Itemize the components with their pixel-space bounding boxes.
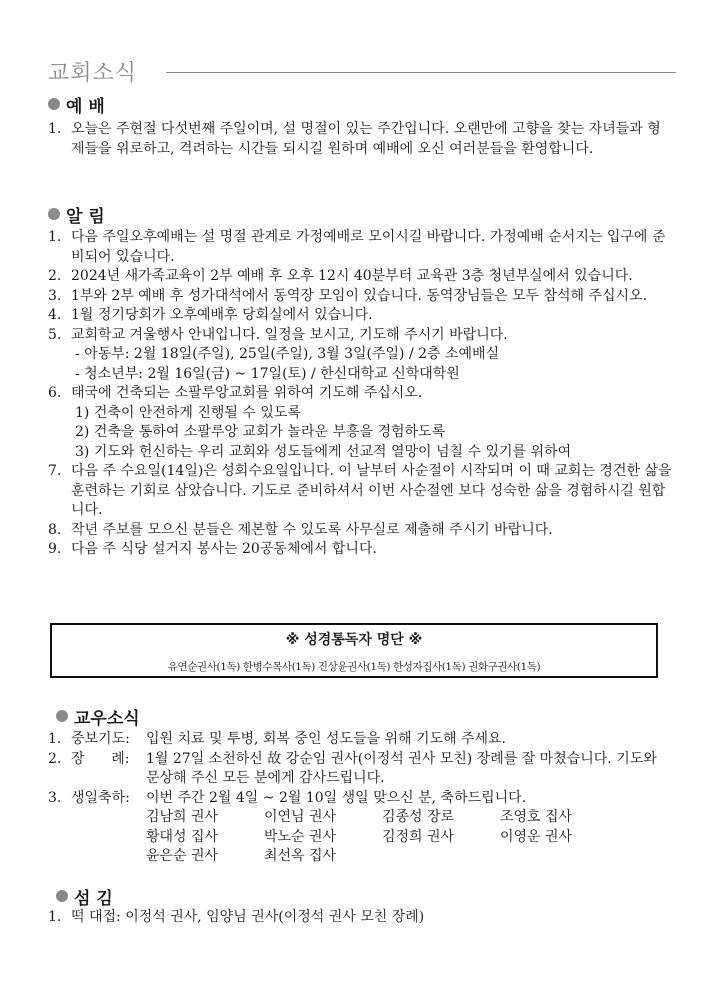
notices-section xyxy=(48,202,672,560)
notices-heading: 알 림 xyxy=(48,202,672,226)
bullet-icon xyxy=(48,98,60,110)
birthday-item: 3. 생일축하: 이번 주간 2월 4일 ~ 2월 10일 생일 맞으신 분, 축하드립니다. xyxy=(48,789,527,806)
notice-item-4: 4. 1월 정기당회가 오후예배후 당회실에서 있습니다. xyxy=(48,307,373,323)
header-rule xyxy=(166,72,676,73)
service-item-1: 1. 떡 대접: 이정석 권사, 임양님 권사(이정석 권사 모친 장례) xyxy=(48,909,425,925)
members-section xyxy=(48,704,672,867)
notice-item-1: 1. 다음 주일오후예배는 설 명절 관계로 가정예배로 모이시길 바랍니다. 가정예배 순서지는 입구에 준비되어 있습니다. xyxy=(48,229,666,265)
notice-6-sub-1: 1) 건축이 안전하게 진행될 수 있도록 xyxy=(75,404,301,421)
bullet-icon xyxy=(56,890,68,902)
birthday-name: 조영호 집사 xyxy=(500,809,573,825)
worship-section xyxy=(48,92,672,159)
bullet-icon xyxy=(48,208,60,220)
birthday-name: 김남희 권사 xyxy=(146,809,219,825)
notice-item-2: 2. 2024년 새가족교육이 2부 예배 후 오후 12시 40분부터 교육관 3층 청년부실에서 있습니다. xyxy=(48,268,633,284)
notice-6-sub-2: 2) 건축을 통하여 소팔루앙 교회가 놀라운 부흥을 경험하도록 xyxy=(75,424,446,440)
funeral-item: 2. 장 례: 1월 27일 소천하신 故 강순임 권사(이정석 권사 모친) 장례를 잘 마쳤습니다. 기도와 문상해 주신 모든 분에게 감사드립니다. xyxy=(48,750,657,786)
notice-item-9: 9. 다음 주 식당 설거지 봉사는 20공동체에서 합니다. xyxy=(48,541,377,557)
notice-5-sub-2: - 청소년부: 2월 16일(금) ~ 17일(토) / 한신대학교 신학대학원 xyxy=(75,365,460,382)
prayer-item: 1. 중보기도: 입원 치료 및 투병, 회복 중인 성도들을 위해 기도해 주세요. xyxy=(48,731,507,747)
birthday-name: 김정희 권사 xyxy=(382,828,455,845)
notice-6-sub-3: 3) 기도와 헌신하는 우리 교회와 성도들에게 선교적 열망이 넘칠 수 있기를 위하여 xyxy=(75,443,572,460)
birthday-names xyxy=(48,808,672,867)
bible-readers-title: ※ 성경통독자 명단 ※ xyxy=(285,632,423,648)
members-heading: 교우소식 xyxy=(48,704,672,728)
notice-5-sub-1: - 아동부: 2월 18일(주일), 25일(주일), 3월 3일(주일) / 2층 소예배실 xyxy=(75,346,500,362)
birthday-name: 최선옥 집사 xyxy=(264,848,337,864)
page-title: 교회소식 xyxy=(48,61,138,86)
birthday-name: 박노순 권사 xyxy=(264,828,337,845)
notice-item-7: 7. 다음 주 수요일(14일)은 성회수요일입니다. 이 날부터 사순절이 시작되며 이 때 교회는 경건한 삶을 훈련하는 기회로 삼았습니다. 기도로 준비하셔서 이번 사순절엔 보다 성숙한 삶을 경험하시길 원합니다. xyxy=(48,463,672,518)
bible-readers-names: 유연순권사(1독) 한병수목사(1독) 진상윤권사(1독) 한성자집사(1독) 권화구권사(1독) xyxy=(167,661,541,673)
section-header xyxy=(48,56,676,86)
service-section xyxy=(48,884,672,928)
bible-readers-box xyxy=(50,623,658,678)
birthday-name: 이영운 권사 xyxy=(500,828,573,845)
bullet-icon xyxy=(56,710,68,722)
notice-item-8: 8. 작년 주보를 모으신 분들은 제본할 수 있도록 사무실로 제출해 주시기 바랍니다. xyxy=(48,521,553,538)
worship-item-1: 1. 오늘은 주현절 다섯번째 주일이며, 설 명절이 있는 주간입니다. 오랜만에 고향을 찾는 자녀들과 형제들을 위로하고, 격려하는 시간들 되시길 원하며 예배에 오신 여러분들을 환영합니다. xyxy=(48,121,661,157)
notice-item-5: 5. 교회학교 겨울행사 안내입니다. 일정을 보시고, 기도해 주시기 바랍니다. xyxy=(48,326,508,343)
birthday-name: 황대성 집사 xyxy=(146,828,219,845)
worship-heading: 예 배 xyxy=(48,92,672,116)
birthday-name: 윤은순 권사 xyxy=(146,848,219,864)
birthday-name: 김종성 장로 xyxy=(382,809,455,825)
service-heading: 섬 김 xyxy=(48,884,672,908)
birthday-name: 이연님 권사 xyxy=(264,809,337,825)
notice-item-3: 3. 1부와 2부 예배 후 성가대석에서 동역장 모임이 있습니다. 동역장님들은 모두 참석해 주십시오. xyxy=(48,287,648,304)
notice-item-6: 6. 태국에 건축되는 소팔루앙교회를 위하여 기도해 주십시오. xyxy=(48,385,423,401)
